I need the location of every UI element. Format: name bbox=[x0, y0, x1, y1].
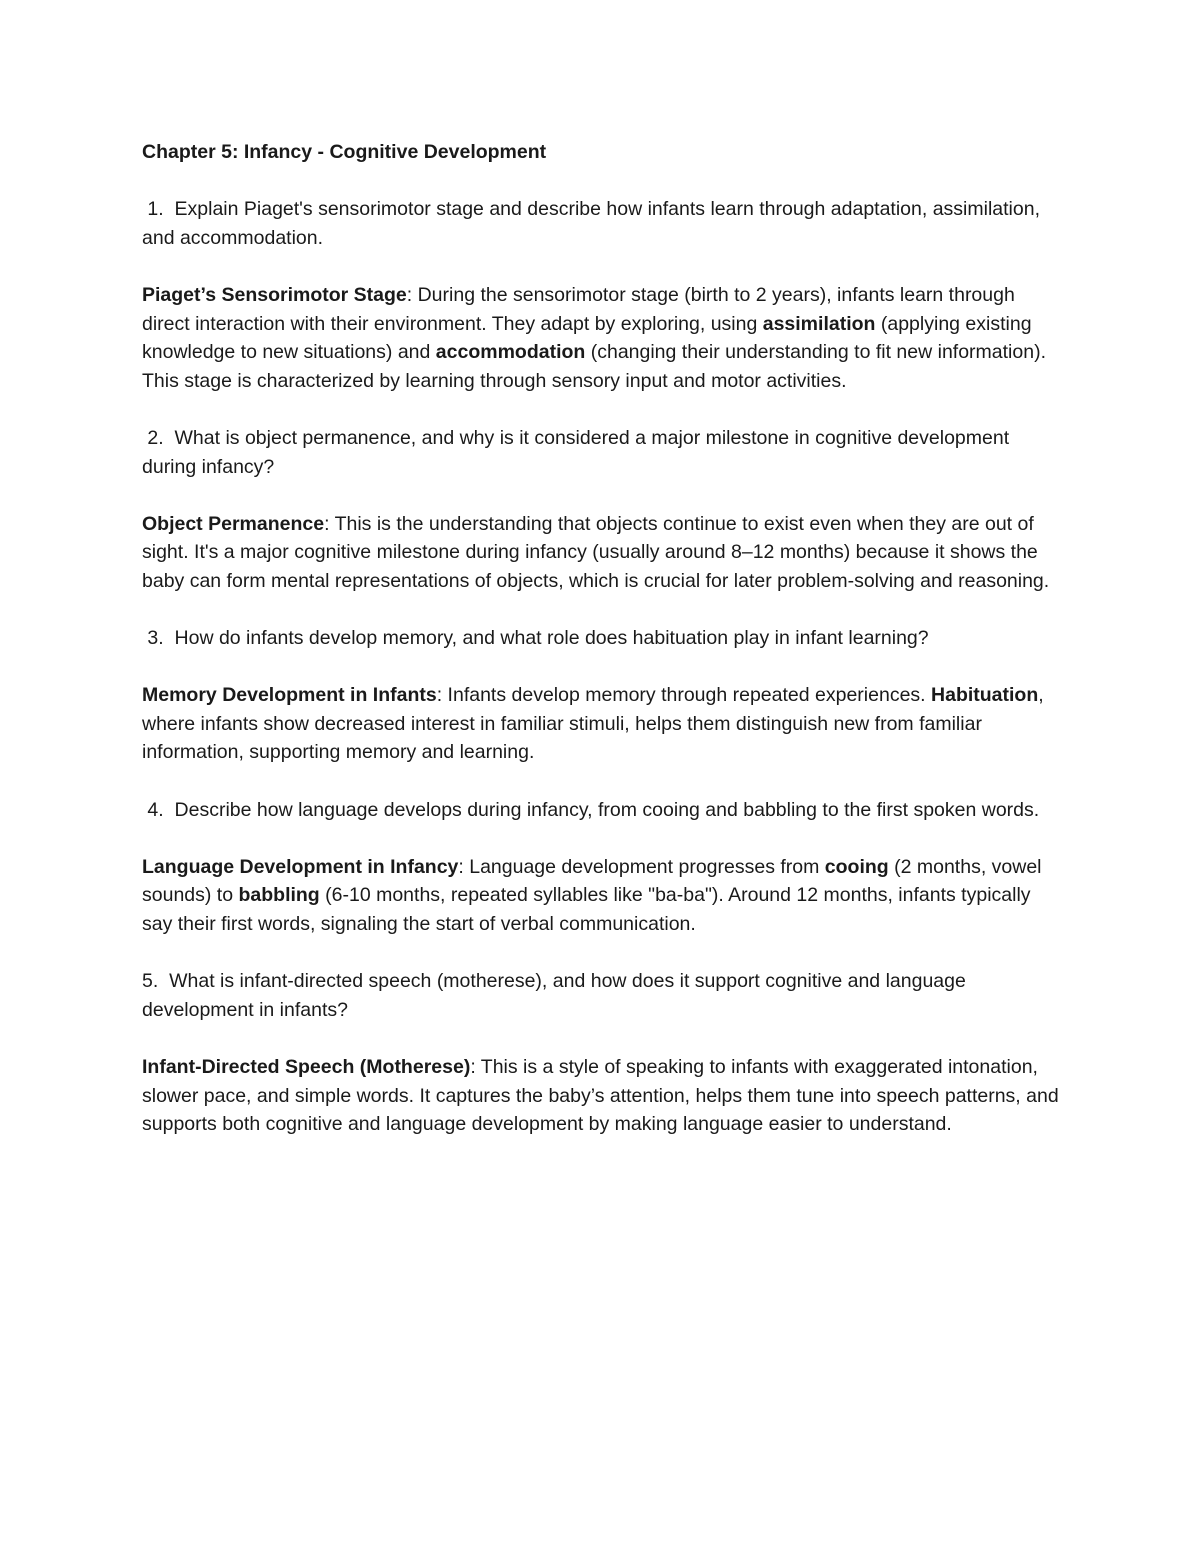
question-3: 3. How do infants develop memory, and what role does habituation play in infant learning? bbox=[142, 627, 929, 650]
answer-keyword: Habituation bbox=[931, 684, 1039, 707]
document-title: Chapter 5: Infancy - Cognitive Development bbox=[142, 141, 547, 163]
answer-text: (6-10 months, repeated syllables like "ba-ba"). Around 12 months, infants typically say their first words, signaling the start of verbal communication. bbox=[142, 884, 1031, 936]
answer-5 bbox=[142, 1053, 1062, 1139]
question-5: 5. What is infant-directed speech (motherese), and how does it support cognitive and language development in infants? bbox=[142, 970, 972, 1021]
answer-keyword: accommodation bbox=[435, 341, 586, 364]
answer-text: : This is the understanding that objects continue to exist even when they are out of sight. It's a major cognitive milestone during infancy (usually around 8–12 months) because it shows the baby can form mental representations of objects, which is crucial for later problem-solving and reasoning. bbox=[142, 512, 1050, 592]
answer-text: : During the sensorimotor stage (birth to 2 years), infants learn through direct interaction with their environment. They adapt by exploring, using bbox=[142, 283, 1015, 335]
answer-text: : This is a style of speaking to infants with exaggerated intonation, slower pace, and simple words. It captures the baby’s attention, helps them tune into speech patterns, and supports both cognitive and language development by making language easier to understand. bbox=[142, 1056, 1059, 1136]
answer-term: Memory Development in Infants bbox=[142, 684, 437, 707]
answer-keyword: assimilation bbox=[762, 312, 876, 335]
answer-text: (changing their understanding to fit new information). This stage is characterized by learning through sensory input and motor activities. bbox=[142, 341, 1046, 392]
answer-term: Language Development in Infancy bbox=[142, 855, 459, 878]
question-1: 1. Explain Piaget's sensorimotor stage and describe how infants learn through adaptation, assimilation, and accommodation. bbox=[142, 198, 1046, 249]
document-page bbox=[142, 138, 1062, 1167]
answer-text: : Language development progresses from bbox=[458, 855, 825, 878]
answer-term: Piaget’s Sensorimotor Stage bbox=[142, 283, 407, 306]
answer-text: (2 months, vowel sounds) to bbox=[142, 855, 1042, 907]
answer-1 bbox=[142, 281, 1062, 395]
answer-text: : Infants develop memory through repeated experiences. bbox=[436, 684, 932, 707]
answer-text: (applying existing knowledge to new situations) and bbox=[142, 312, 1032, 364]
question-4: 4. Describe how language develops during infancy, from cooing and babbling to the first spoken words. bbox=[142, 798, 1040, 821]
answer-term: Object Permanence bbox=[142, 512, 325, 535]
answer-keyword: cooing bbox=[824, 855, 889, 878]
answer-3 bbox=[142, 681, 1062, 767]
answer-keyword: babbling bbox=[238, 884, 320, 907]
question-2: 2. What is object permanence, and why is it considered a major milestone in cognitive development during infancy? bbox=[142, 426, 1015, 478]
answer-2 bbox=[142, 510, 1062, 596]
answer-4 bbox=[142, 853, 1062, 939]
answer-text: , where infants show decreased interest in familiar stimuli, helps them distinguish new from familiar information, supporting memory and learning. bbox=[142, 684, 1044, 764]
answer-term: Infant-Directed Speech (Motherese) bbox=[142, 1056, 471, 1078]
